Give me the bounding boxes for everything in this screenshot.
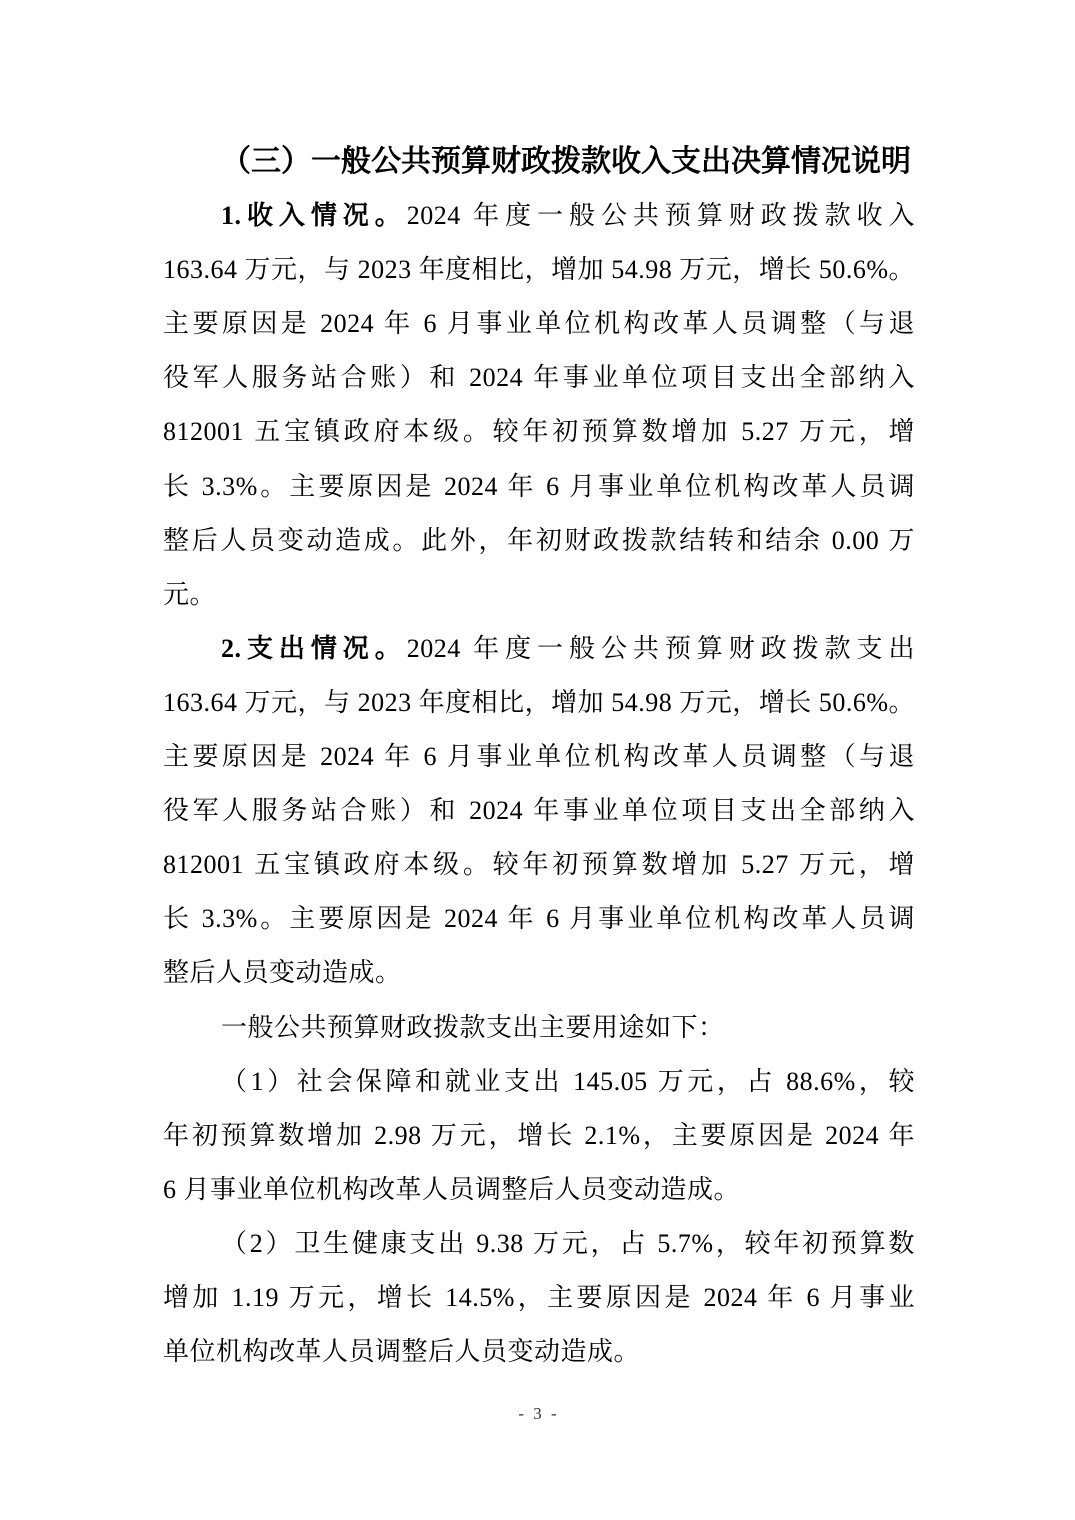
text-line <box>163 460 915 514</box>
bold-text-segment: 1.收入情况。 <box>221 201 407 231</box>
page-number-label: - 3 - <box>518 1404 557 1423</box>
text-line <box>163 1001 915 1055</box>
text-line <box>163 1217 915 1271</box>
text-line <box>163 838 915 892</box>
text-line <box>163 568 915 622</box>
text-line <box>163 351 915 405</box>
text-line <box>163 514 915 568</box>
text-segment: 役军人服务站合账）和 2024 年事业单位项目支出全部纳入 <box>163 796 915 826</box>
text-line <box>163 1055 915 1109</box>
text-segment: 增加 1.19 万元，增长 14.5%，主要原因是 2024 年 6 月事业 <box>163 1282 915 1312</box>
text-line <box>163 730 915 784</box>
text-segment: 役军人服务站合账）和 2024 年事业单位项目支出全部纳入 <box>163 363 915 393</box>
document-title <box>163 135 915 189</box>
document-body <box>163 135 915 1379</box>
text-line <box>163 784 915 838</box>
page-footer <box>0 1404 1075 1424</box>
text-segment: 整后人员变动造成。 <box>163 958 402 988</box>
text-segment: 6 月事业单位机构改革人员调整后人员变动造成。 <box>163 1174 741 1204</box>
text-segment: 2024 年度一般公共预算财政拨款支出 <box>406 633 915 663</box>
text-line <box>163 622 915 676</box>
text-line <box>163 1325 915 1379</box>
text-segment: 812001 五宝镇政府本级。较年初预算数增加 5.27 万元，增 <box>163 850 915 880</box>
text-segment: 一般公共预算财政拨款支出主要用途如下： <box>221 1012 725 1042</box>
text-segment: （1）社会保障和就业支出 145.05 万元，占 88.6%，较 <box>221 1066 915 1096</box>
text-line <box>163 946 915 1000</box>
text-segment: 163.64 万元，与 2023 年度相比，增加 54.98 万元，增长 50.6%。 <box>163 687 915 717</box>
text-line <box>163 243 915 297</box>
text-line <box>163 1271 915 1325</box>
text-line <box>163 297 915 351</box>
text-line <box>163 405 915 459</box>
text-segment: 长 3.3%。主要原因是 2024 年 6 月事业单位机构改革人员调 <box>163 471 915 501</box>
text-segment: 2024 年度一般公共预算财政拨款收入 <box>406 201 915 231</box>
text-segment: 单位机构改革人员调整后人员变动造成。 <box>163 1337 641 1367</box>
bold-text-segment: 2.支出情况。 <box>221 633 407 663</box>
bold-text-segment: （三）一般公共预算财政拨款收入支出决算情况说明 <box>221 145 911 178</box>
text-segment: 812001 五宝镇政府本级。较年初预算数增加 5.27 万元，增 <box>163 417 915 447</box>
text-line <box>163 1163 915 1217</box>
text-segment: 长 3.3%。主要原因是 2024 年 6 月事业单位机构改革人员调 <box>163 904 915 934</box>
text-line <box>163 1109 915 1163</box>
text-segment: 整后人员变动造成。此外，年初财政拨款结转和结余 0.00 万 <box>163 525 915 555</box>
text-segment: （2）卫生健康支出 9.38 万元，占 5.7%，较年初预算数 <box>221 1228 915 1258</box>
text-line <box>163 676 915 730</box>
text-segment: 主要原因是 2024 年 6 月事业单位机构改革人员调整（与退 <box>163 742 915 772</box>
text-segment: 163.64 万元，与 2023 年度相比，增加 54.98 万元，增长 50.6%。 <box>163 255 915 285</box>
text-line <box>163 892 915 946</box>
text-segment: 主要原因是 2024 年 6 月事业单位机构改革人员调整（与退 <box>163 309 915 339</box>
text-line <box>163 189 915 243</box>
text-segment: 年初预算数增加 2.98 万元，增长 2.1%，主要原因是 2024 年 <box>163 1120 915 1150</box>
text-segment: 元。 <box>163 579 217 609</box>
